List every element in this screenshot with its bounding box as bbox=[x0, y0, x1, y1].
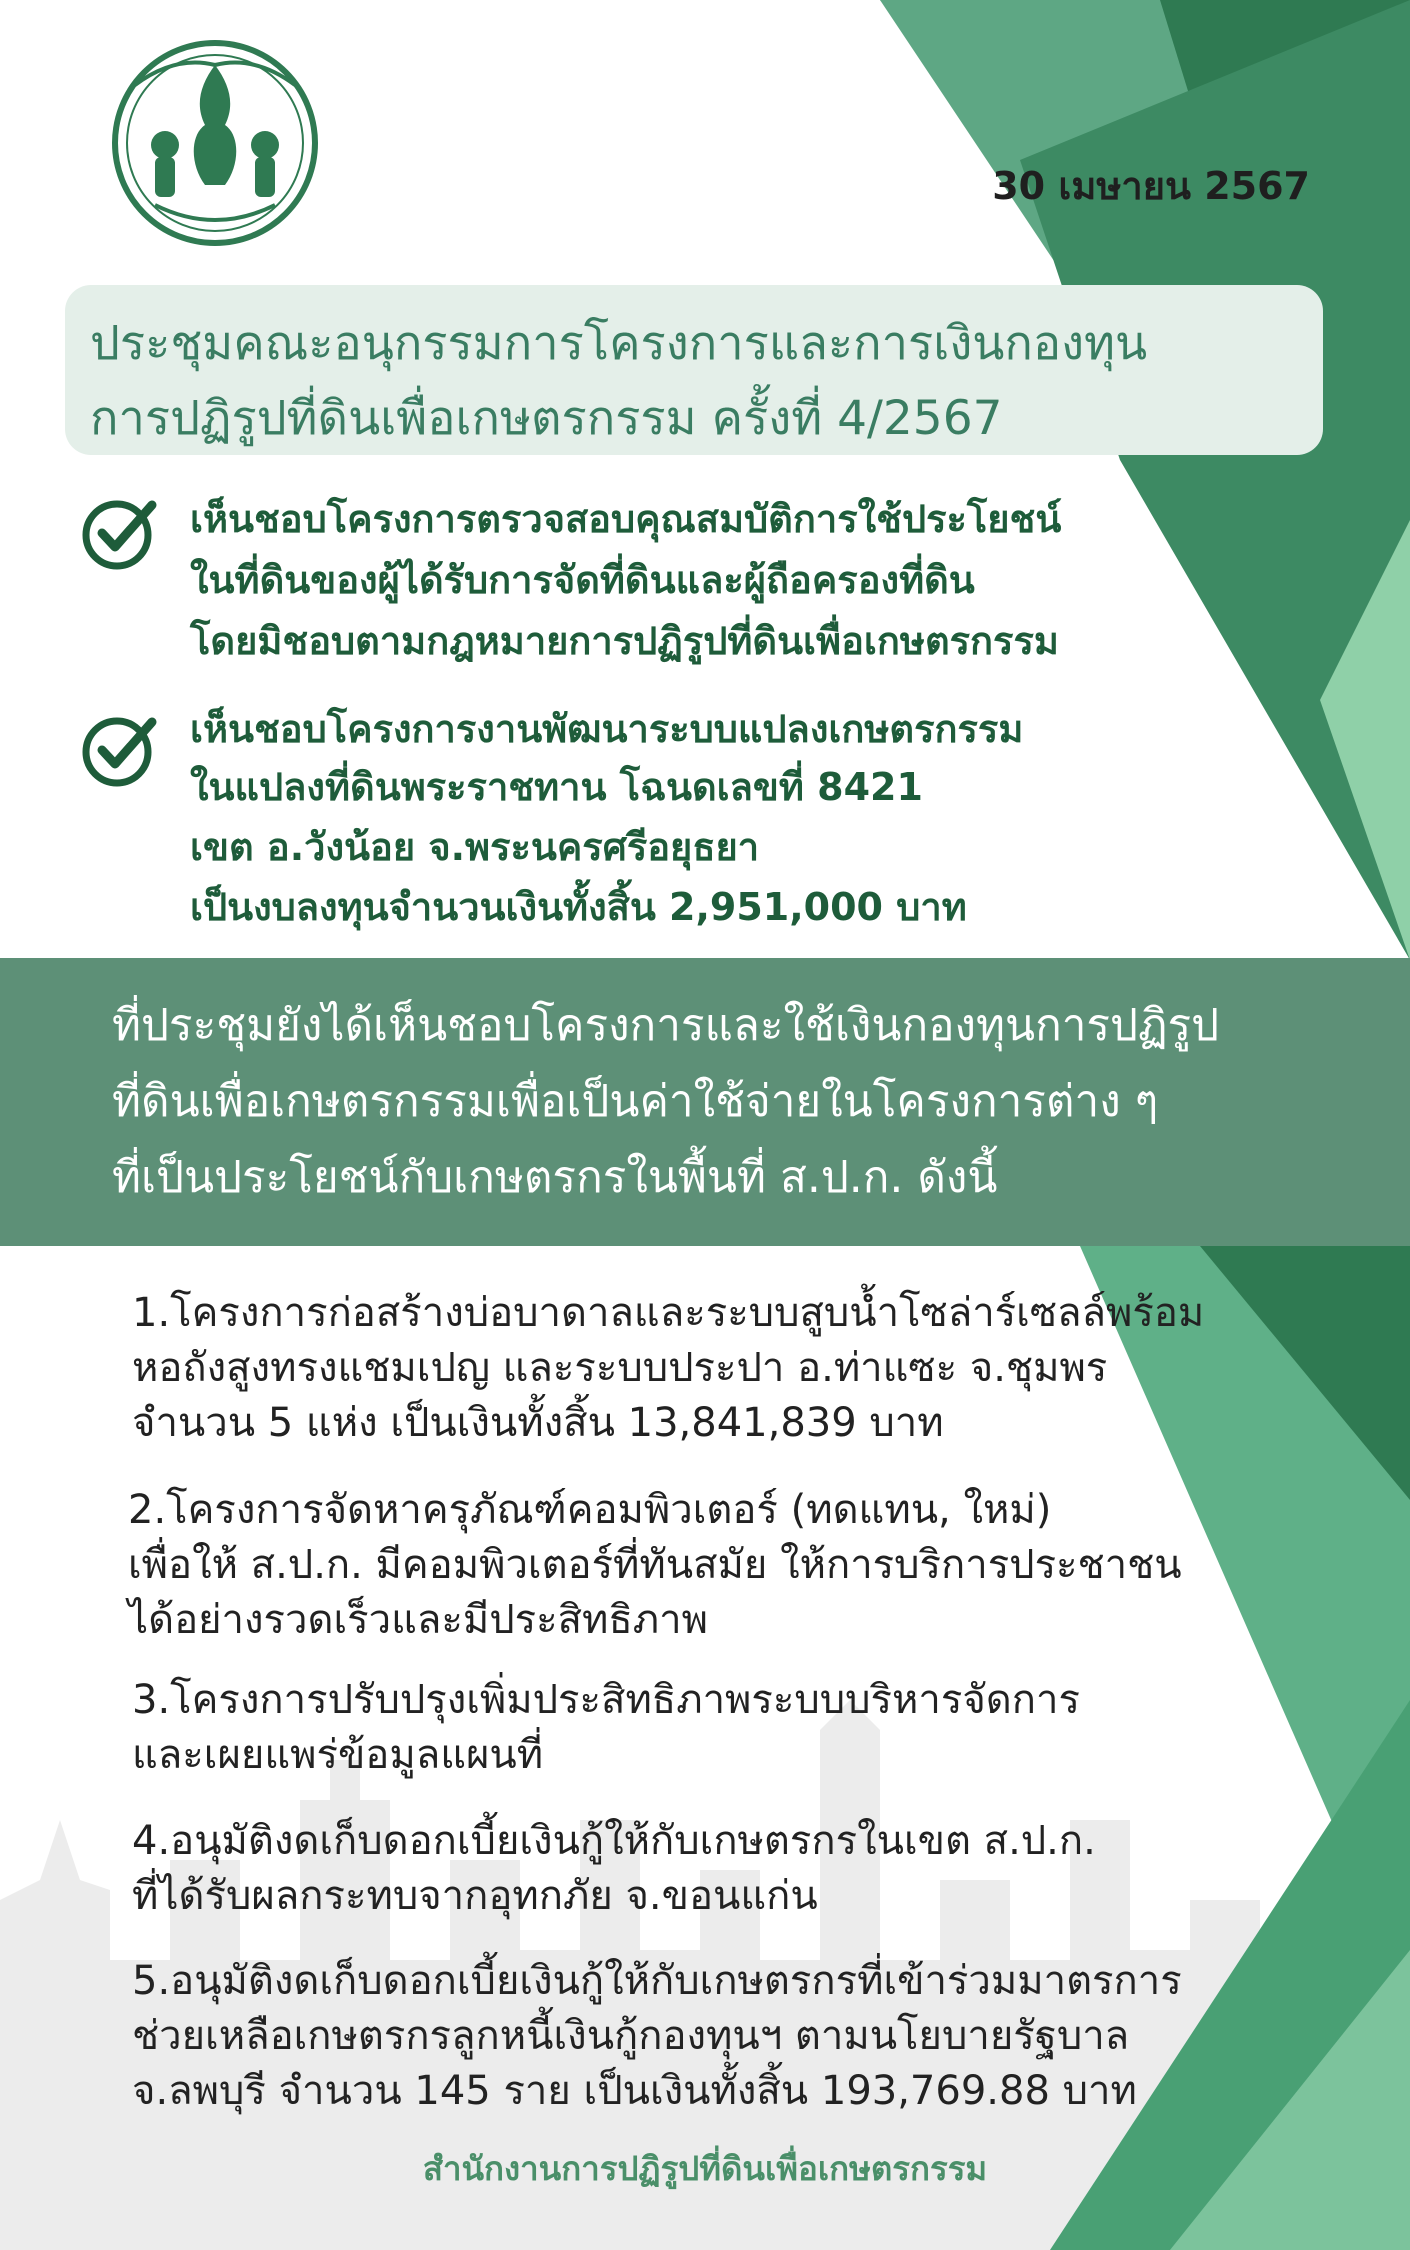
highlight-2-line-3: เขต อ.วังน้อย จ.พระนครศรีอยุธยา bbox=[190, 825, 760, 869]
project-3-line-1: 3.โครงการปรับปรุงเพิ่มประสิทธิภาพระบบบริหารจัดการ bbox=[132, 1677, 1080, 1723]
highlight-2-line-2: ในแปลงที่ดินพระราชทาน โฉนดเลขที่ 8421 bbox=[190, 765, 923, 809]
project-2-line-3: ได้อย่างรวดเร็วและมีประสิทธิภาพ bbox=[128, 1597, 708, 1643]
project-2-line-1: 2.โครงการจัดหาครุภัณฑ์คอมพิวเตอร์ (ทดแทน, ใหม่) bbox=[128, 1487, 1052, 1533]
summary-line-3: ที่เป็นประโยชน์กับเกษตรกรในพื้นที่ ส.ป.ก. ดังนี้ bbox=[112, 1152, 998, 1203]
project-1-line-2: หอถังสูงทรงแชมเปญ และระบบประปา อ.ท่าแซะ จ.ชุมพร bbox=[132, 1345, 1108, 1391]
highlight-2-line-1: เห็นชอบโครงการงานพัฒนาระบบแปลงเกษตรกรรม bbox=[190, 707, 1024, 751]
project-1-line-1: 1.โครงการก่อสร้างบ่อบาดาลและระบบสูบน้ำโซล่าร์เซลล์พร้อม bbox=[132, 1290, 1205, 1336]
project-5-line-1: 5.อนุมัติงดเก็บดอกเบี้ยเงินกู้ให้กับเกษตรกรที่เข้าร่วมมาตรการ bbox=[132, 1958, 1182, 2004]
project-3-line-2: และเผยแพร่ข้อมูลแผนที่ bbox=[132, 1732, 544, 1778]
project-1-line-3: จำนวน 5 แห่ง เป็นเงินทั้งสิ้น 13,841,839 บาท bbox=[132, 1400, 944, 1446]
project-4-line-1: 4.อนุมัติงดเก็บดอกเบี้ยเงินกู้ให้กับเกษตรกรในเขต ส.ป.ก. bbox=[132, 1818, 1096, 1864]
green-shape-right-1 bbox=[1020, 0, 1410, 960]
highlight-1-line-3: โดยมิชอบตามกฎหมายการปฏิรูปที่ดินเพื่อเกษตรกรรม bbox=[190, 619, 1059, 663]
project-5-line-2: ช่วยเหลือเกษตรกรลูกหนี้เงินกู้กองทุนฯ ตามนโยบายรัฐบาล bbox=[132, 2013, 1130, 2059]
check-circle-icon bbox=[80, 495, 158, 573]
highlight-1-line-2: ในที่ดินของผู้ได้รับการจัดที่ดินและผู้ถือครองที่ดิน bbox=[190, 558, 975, 602]
check-circle-icon bbox=[80, 712, 158, 790]
project-5-line-3: จ.ลพบุรี จำนวน 145 ราย เป็นเงินทั้งสิ้น 193,769.88 บาท bbox=[132, 2068, 1137, 2114]
date-label: 30 เมษายน 2567 bbox=[992, 164, 1310, 208]
footer-organization: สำนักงานการปฏิรูปที่ดินเพื่อเกษตรกรรม bbox=[422, 2149, 988, 2188]
highlight-1-line-1: เห็นชอบโครงการตรวจสอบคุณสมบัติการใช้ประโยชน์ bbox=[190, 497, 1062, 541]
project-2-line-2: เพื่อให้ ส.ป.ก. มีคอมพิวเตอร์ที่ทันสมัย ให้การบริการประชาชน bbox=[128, 1542, 1182, 1588]
highlight-2-line-4: เป็นงบลงทุนจำนวนเงินทั้งสิ้น 2,951,000 บาท bbox=[190, 885, 967, 929]
meeting-title-line-2: การปฏิรูปที่ดินเพื่อเกษตรกรรม ครั้งที่ 4/2567 bbox=[90, 391, 1003, 446]
meeting-title-line-1: ประชุมคณะอนุกรรมการโครงการและการเงินกองทุน bbox=[90, 316, 1148, 371]
project-4-line-2: ที่ได้รับผลกระทบจากอุทกภัย จ.ขอนแก่น bbox=[132, 1873, 818, 1919]
alro-seal-logo bbox=[95, 25, 335, 265]
summary-line-1: ที่ประชุมยังได้เห็นชอบโครงการและใช้เงินกองทุนการปฏิรูป bbox=[112, 1000, 1220, 1051]
summary-line-2: ที่ดินเพื่อเกษตรกรรมเพื่อเป็นค่าใช้จ่ายในโครงการต่าง ๆ bbox=[112, 1076, 1159, 1127]
